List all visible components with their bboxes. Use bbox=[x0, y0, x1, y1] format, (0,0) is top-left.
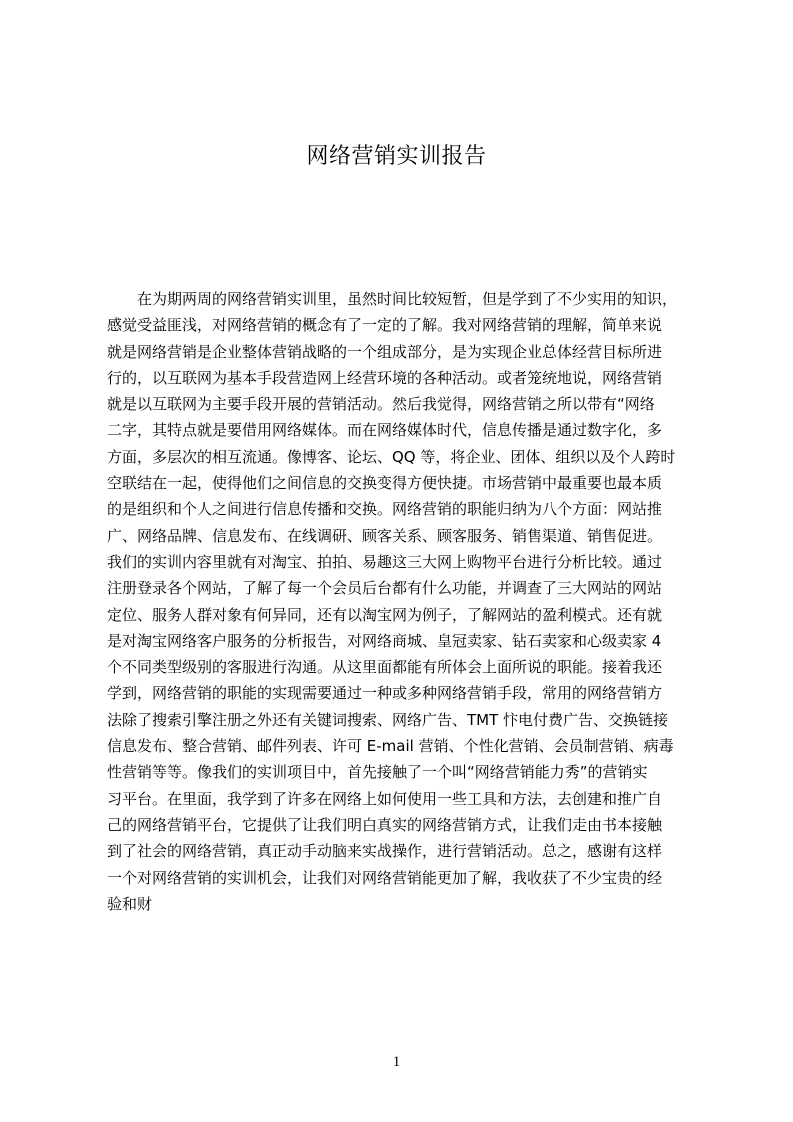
text-line: 习平台。在里面，我学到了许多在网络上如何使用一些工具和方法，去创建和推广自 bbox=[107, 789, 663, 808]
page-number: 1 bbox=[392, 1054, 401, 1070]
text-line: 一个对网络营销的实训机会，让我们对网络营销能更加了解，我收获了不少宝贵的经 bbox=[107, 868, 663, 887]
text-line: 二字，其特点就是要借用网络媒体。而在网络媒体时代，信息传播是通过数字化，多 bbox=[107, 421, 663, 440]
text-line: 我们的实训内容里就有对淘宝、拍拍、易趣这三大网上购物平台进行分析比较。通过 bbox=[107, 552, 663, 571]
text-line: 方面，多层次的相互流通。像博客、论坛、QQ 等，将企业、团体、组织以及个人跨时 bbox=[107, 447, 676, 466]
text-line: 行的，以互联网为基本手段营造网上经营环境的各种活动。或者笼统地说，网络营销 bbox=[107, 368, 663, 387]
text-line: 验和财 bbox=[107, 894, 153, 913]
text-line: 广、网络品牌、信息发布、在线调研、顾客关系、顾客服务、销售渠道、销售促进。 bbox=[107, 526, 663, 545]
text-line: 法除了搜索引擎注册之外还有关键词搜索、网络广告、TMT 忭电付费广告、交换链接 bbox=[107, 710, 669, 729]
text-line: 信息发布、整合营销、邮件列表、许可 E-mail 营销、个性化营销、会员制营销、病毒 bbox=[107, 737, 674, 756]
text-line: 到了社会的网络营销，真正动手动脑来实战操作，进行营销活动。总之，感谢有这样 bbox=[107, 842, 663, 861]
document-title: 网络营销实训报告 bbox=[306, 144, 487, 169]
text-line: 就是网络营销是企业整体营销战略的一个组成部分，是为实现企业总体经营目标所进 bbox=[107, 342, 663, 361]
text-line: 己的网络营销平台，它提供了让我们明白真实的网络营销方式，让我们走由书本接触 bbox=[107, 815, 663, 834]
body-paragraph bbox=[107, 286, 697, 917]
text-line: 定位、服务人群对象有何异同，还有以淘宝网为例子，了解网站的盈利模式。还有就 bbox=[107, 605, 663, 624]
text-line: 个不同类型级别的客服进行沟通。从这里面都能有所体会上面所说的职能。接着我还 bbox=[107, 658, 663, 677]
text-line: 的是组织和个人之间进行信息传播和交换。网络营销的职能归纳为八个方面：网站推 bbox=[107, 500, 663, 519]
text-line: 感觉受益匪浅，对网络营销的概念有了一定的了解。我对网络营销的理解，简单来说 bbox=[107, 316, 663, 335]
text-line: 是对淘宝网络客户服务的分析报告，对网络商城、皇冠卖家、钻石卖家和心级卖家 4 bbox=[107, 631, 662, 650]
text-line: 性营销等等。像我们的实训项目中，首先接触了一个叫“网络营销能力秀”的营销实 bbox=[107, 763, 648, 782]
text-line: 空联结在一起，使得他们之间信息的交换变得方便快捷。市场营销中最重要也最本质 bbox=[107, 474, 663, 493]
text-line: 就是以互联网为主要手段开展的营销活动。然后我觉得，网络营销之所以带有“网络 bbox=[107, 395, 655, 414]
text-line: 在为期两周的网络营销实训里，虽然时间比较短暂，但是学到了不少实用的知识， bbox=[107, 290, 678, 308]
text-line: 注册登录各个网站，了解了每一个会员后台都有什么功能，并调查了三大网站的网站 bbox=[107, 579, 663, 598]
text-line: 学到，网络营销的职能的实现需要通过一种或多种网络营销手段，常用的网络营销方 bbox=[107, 684, 663, 703]
